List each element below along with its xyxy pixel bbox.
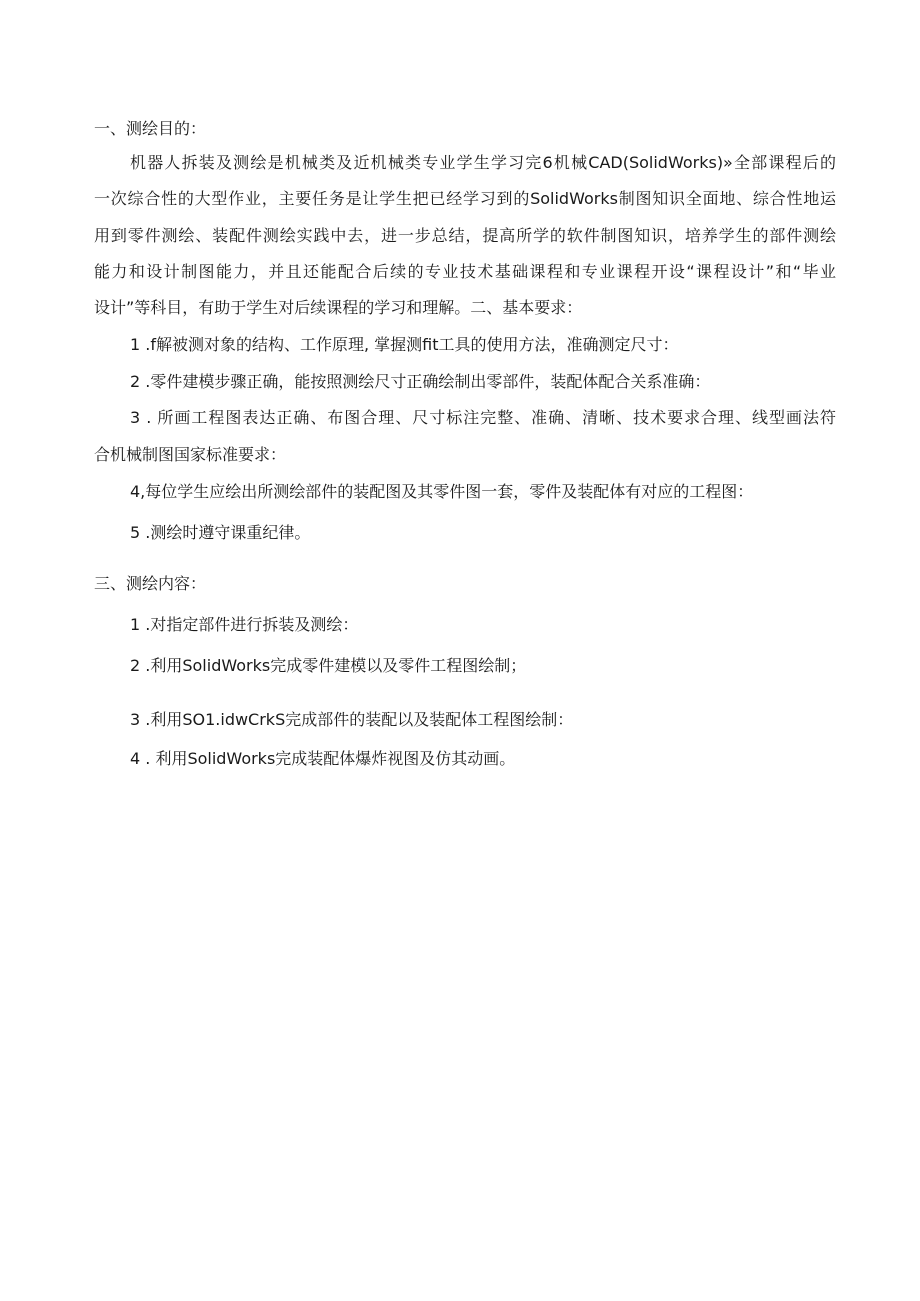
requirement-item: 5 .测绘时遵守课重纪律。 [130, 523, 311, 542]
purpose-paragraph-line: 设计”等科目，有助于学生对后续课程的学习和理解。二、基本要求： [94, 298, 583, 317]
content-item: 2 .利用SolidWorks完成零件建模以及零件工程图绘制； [130, 656, 527, 675]
purpose-paragraph-line: 用到零件测绘、装配件测绘实践中去，进一步总结，提高所学的软件制图知识，培养学生的部件测绘 [94, 226, 836, 245]
requirement-item: 3 . 所画工程图表达正确、布图合理、尺寸标注完整、准确、清晰、技术要求合理、线型画法符 [130, 408, 836, 427]
content-item: 4 . 利用SolidWorks完成装配体爆炸视图及仿其动画。 [130, 749, 516, 768]
section-heading-content: 三、测绘内容： [94, 574, 207, 593]
requirement-item: 4,每位学生应绘出所测绘部件的装配图及其零件图一套，零件及装配体有对应的工程图： [130, 482, 754, 501]
section-heading-purpose: 一、测绘目的： [94, 119, 207, 138]
content-item: 3 .利用SO1.idwCrkS完成部件的装配以及装配体工程图绘制： [130, 710, 574, 729]
content-item: 1 .对指定部件进行拆装及测绘： [130, 615, 359, 634]
requirement-item: 1 .f解被测对象的结构、工作原理, 掌握测fit工具的使用方法，准确测定尺寸： [130, 335, 679, 354]
requirement-item: 2 .零件建模步骤正确，能按照测绘尺寸正确绘制出零部件，装配体配合关系准确： [130, 372, 711, 391]
purpose-paragraph-line: 机器人拆装及测绘是机械类及近机械类专业学生学习完6机械CAD(SolidWorks)»全部课程后的 [130, 153, 836, 172]
purpose-paragraph-line: 一次综合性的大型作业，主要任务是让学生把已经学习到的SolidWorks制图知识全面地、综合性地运 [94, 189, 836, 208]
purpose-paragraph-line: 能力和设计制图能力，并且还能配合后续的专业技术基础课程和专业课程开设“课程设计”和“毕业 [94, 262, 836, 281]
requirement-item-continuation: 合机械制图国家标准要求： [94, 445, 287, 464]
